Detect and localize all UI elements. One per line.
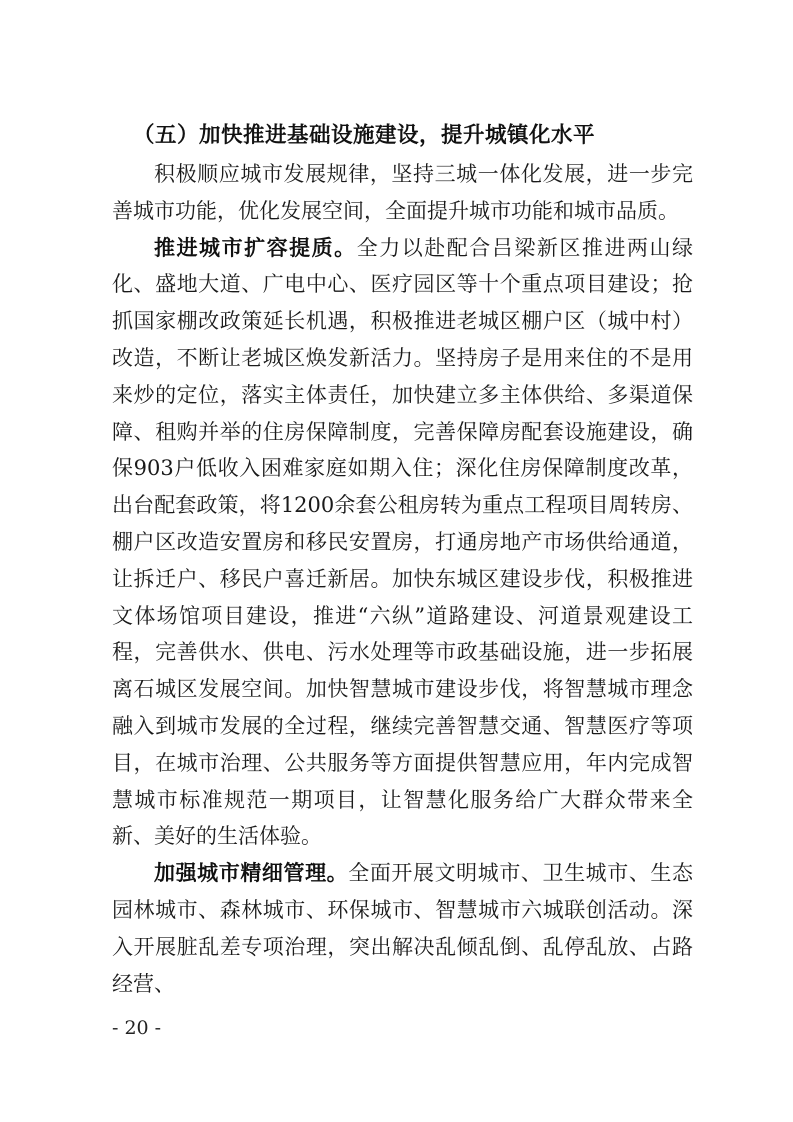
paragraph-urban-expansion (112, 230, 693, 856)
paragraph-urban-management-text: 全面开展文明城市、卫生城市、生态园林城市、森林城市、环保城市、智慧城市六城联创活动。深入开展脏乱差专项治理，突出解决乱倾乱倒、乱停乱放、占路经营、 (112, 861, 693, 996)
paragraph-intro (112, 156, 693, 230)
page-number: - 20 - (112, 1017, 162, 1039)
document-body (112, 156, 693, 1002)
paragraph-intro-text: 积极顺应城市发展规律，坚持三城一体化发展，进一步完善城市功能，优化发展空间，全面提升城市功能和城市品质。 (112, 162, 693, 223)
paragraph-urban-management-lead: 加强城市精细管理。 (154, 861, 349, 886)
paragraph-urban-expansion-text: 全力以赴配合吕梁新区推进两山绿化、盛地大道、广电中心、医疗园区等十个重点项目建设；抢抓国家棚改政策延长机遇，积极推进老城区棚户区（城中村）改造，不断让老城区焕发新活力。坚持房子是用来住的不是用来炒的定位，落实主体责任，加快建立多主体供给、多渠道保障、租购并举的住房保障制度，完善保障房配套设施建设，确保903户低收入困难家庭如期入住；深化住房保障制度改革，出台配套政策，将1200余套公租房转为重点工程项目周转房、棚户区改造安置房和移民安置房，打通房地产市场供给通道，让拆迁户、移民户喜迁新居。加快东城区建设步伐，积极推进文体场馆项目建设，推进“六纵”道路建设、河道景观建设工程，完善供水、供电、污水处理等市政基础设施，进一步拓展离石城区发展空间。加快智慧城市建设步伐，将智慧城市理念融入到城市发展的全过程，继续完善智慧交通、智慧医疗等项目，在城市治理、公共服务等方面提供智慧应用，年内完成智慧城市标准规范一期项目，让智慧化服务给广大群众带来全新、美好的生活体验。 (112, 235, 694, 849)
paragraph-urban-management (112, 855, 693, 1002)
paragraph-urban-expansion-lead: 推进城市扩容提质。 (154, 235, 357, 260)
section-heading: （五）加快推进基础设施建设，提升城镇化水平 (133, 123, 596, 148)
